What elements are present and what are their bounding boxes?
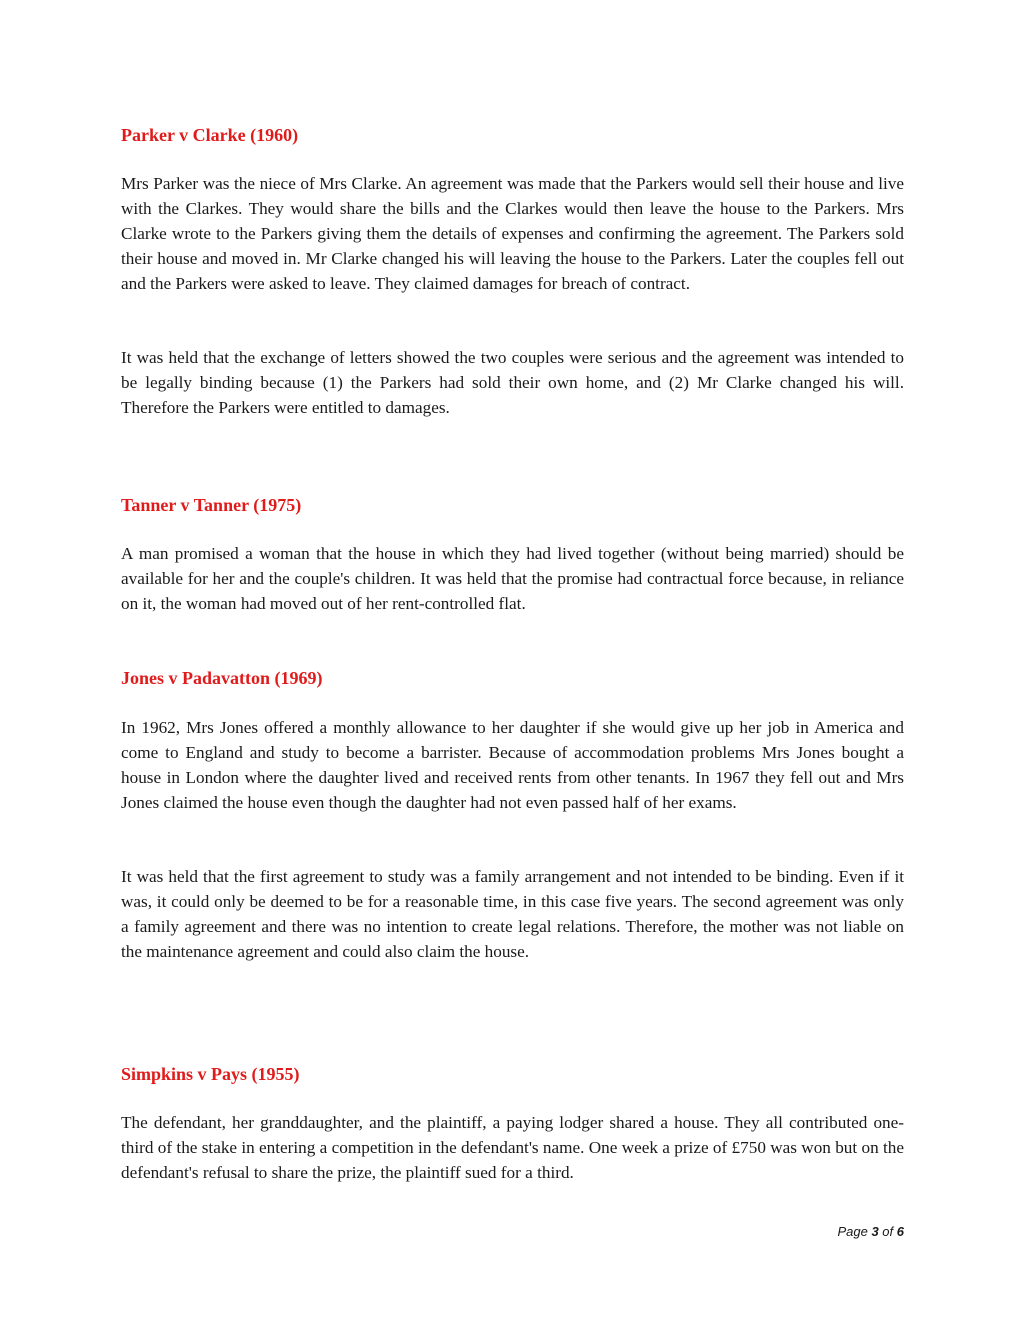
page-footer: [121, 1224, 904, 1239]
page-word: Page: [837, 1224, 868, 1239]
case-holding-parker-v-clarke: [121, 346, 904, 421]
case-heading: Tanner v Tanner (1975): [121, 495, 302, 515]
case-body-parker-v-clarke: [121, 172, 904, 297]
case-section-tanner-v-tanner: [121, 493, 904, 518]
case-body-jones-v-padavatton: [121, 716, 904, 816]
case-heading: Simpkins v Pays (1955): [121, 1064, 300, 1084]
case-heading: Parker v Clarke (1960): [121, 125, 299, 145]
case-paragraph: A man promised a woman that the house in which they had lived together (without being married) should be available for her and the couple's children. It was held that the promise had contractual force because, in reliance on it, the woman had moved out of her rent-controlled flat.: [121, 544, 904, 613]
total-pages: 6: [896, 1224, 904, 1239]
page-number: 3: [871, 1224, 879, 1239]
case-section-simpkins-v-pays: [121, 1062, 904, 1087]
case-paragraph: In 1962, Mrs Jones offered a monthly allowance to her daughter if she would give up her job in America and come to England and study to become a barrister. Because of accommodation problems Mrs Jones bought a house in London where the daughter lived and received rents from other tenants. In 1967 they fell out and Mrs Jones claimed the house even though the daughter had not even passed half of her exams.: [121, 718, 904, 812]
case-section-jones-v-padavatton: [121, 666, 904, 691]
case-body-tanner-v-tanner: [121, 542, 904, 617]
case-paragraph: It was held that the first agreement to study was a family arrangement and not intended to be binding. Even if it was, it could only be deemed to be for a reasonable time, in this case five years. The second agreement was only a family agreement and there was no intention to create legal relations. Therefore, the mother was not liable on the maintenance agreement and could also claim the house.: [121, 867, 904, 961]
case-paragraph: Mrs Parker was the niece of Mrs Clarke. An agreement was made that the Parkers would sell their house and live with the Clarkes. They would share the bills and the Clarkes would then leave the house to the Parkers. Mrs Clarke wrote to the Parkers giving them the details of expenses and confirming the agreement. The Parkers sold their house and moved in. Mr Clarke changed his will leaving the house to the Parkers. Later the couples fell out and the Parkers were asked to leave. They claimed damages for breach of contract.: [121, 174, 904, 293]
case-section-parker-v-clarke: [121, 123, 904, 148]
case-paragraph: It was held that the exchange of letters showed the two couples were serious and the agreement was intended to be legally binding because (1) the Parkers had sold their own home, and (2) Mr Clarke changed his will. Therefore the Parkers were entitled to damages.: [121, 348, 904, 417]
case-paragraph: The defendant, her granddaughter, and the plaintiff, a paying lodger shared a house. They all contributed one-third of the stake in entering a competition in the defendant's name. One week a prize of £750 was won but on the defendant's refusal to share the prize, the plaintiff sued for a third.: [121, 1113, 904, 1182]
case-holding-jones-v-padavatton: [121, 865, 904, 965]
case-heading: Jones v Padavatton (1969): [121, 668, 323, 688]
of-word: of: [882, 1224, 894, 1239]
case-body-simpkins-v-pays: [121, 1111, 904, 1186]
